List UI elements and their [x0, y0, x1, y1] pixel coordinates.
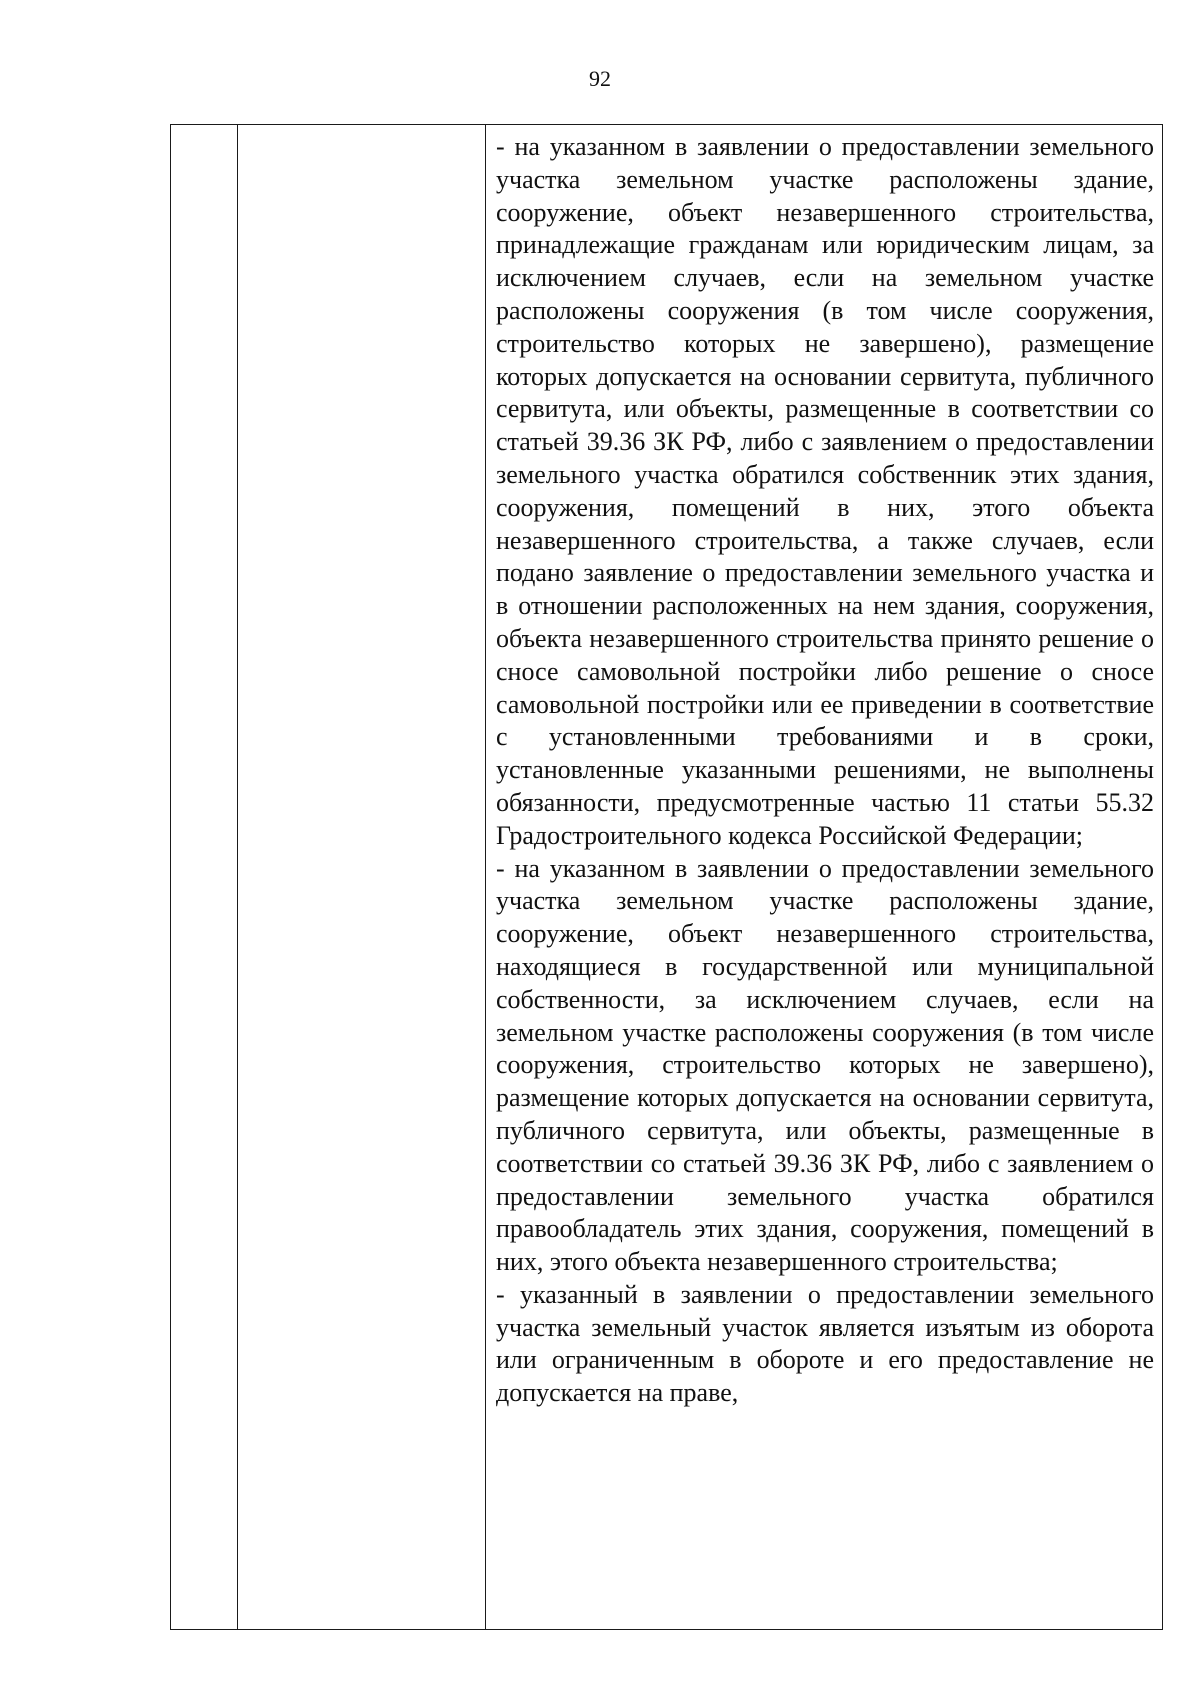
table-container	[168, 122, 1166, 1630]
page-number: 92	[589, 66, 611, 91]
paragraph-3: - указанный в заявлении о предоставлении земельного участка земельный участок является изъятым из оборота или ограниченным в обороте и его предоставление не допускается на праве,	[496, 1279, 1154, 1408]
content-table	[170, 124, 1163, 1630]
table-row	[171, 125, 1163, 1630]
table-cell-number	[171, 125, 238, 1630]
table-cell-title	[238, 125, 486, 1630]
paragraph-2: - на указанном в заявлении о предоставлении земельного участка земельном участке расположены здание, сооружение, объект незавершенного строительства, находящиеся в государственной или муниципальной собственности, за исключением случаев, если на земельном участке расположены сооружения (в том числе сооружения, строительство которых не завершено), размещение которых допускается на основании сервитута, публичного сервитута, или объекты, размещенные в соответствии со статьей 39.36 ЗК РФ, либо с заявлением о предоставлении земельного участка обратился правообладатель этих здания, сооружения, помещений в них, этого объекта незавершенного строительства;	[496, 853, 1154, 1277]
paragraph-1: - на указанном в заявлении о предоставлении земельного участка земельном участке расположены здание, сооружение, объект незавершенного строительства, принадлежащие гражданам или юридическим лицам, за исключением случаев, если на земельном участке расположены сооружения (в том числе сооружения, строительство которых не завершено), размещение которых допускается на основании сервитута, публичного сервитута, или объекты, размещенные в соответствии со статьей 39.36 ЗК РФ, либо с заявлением о предоставлении земельного участка обратился собственник этих здания, сооружения, помещений в них, этого объекта незавершенного строительства, а также случаев, если подано заявление о предоставлении земельного участка и в отношении расположенных на нем здания, сооружения, объекта незавершенного строительства принято решение о сносе самовольной постройки либо решение о сносе самовольной постройки или ее приведении в соответствие с установленными требованиями и в сроки, установленные указанными решениями, не выполнены обязанности, предусмотренные частью 11 статьи 55.32 Градостроительного кодекса Российской Федерации;	[496, 132, 1154, 850]
cell-content-text	[486, 125, 1162, 1410]
table-cell-content	[486, 125, 1163, 1630]
